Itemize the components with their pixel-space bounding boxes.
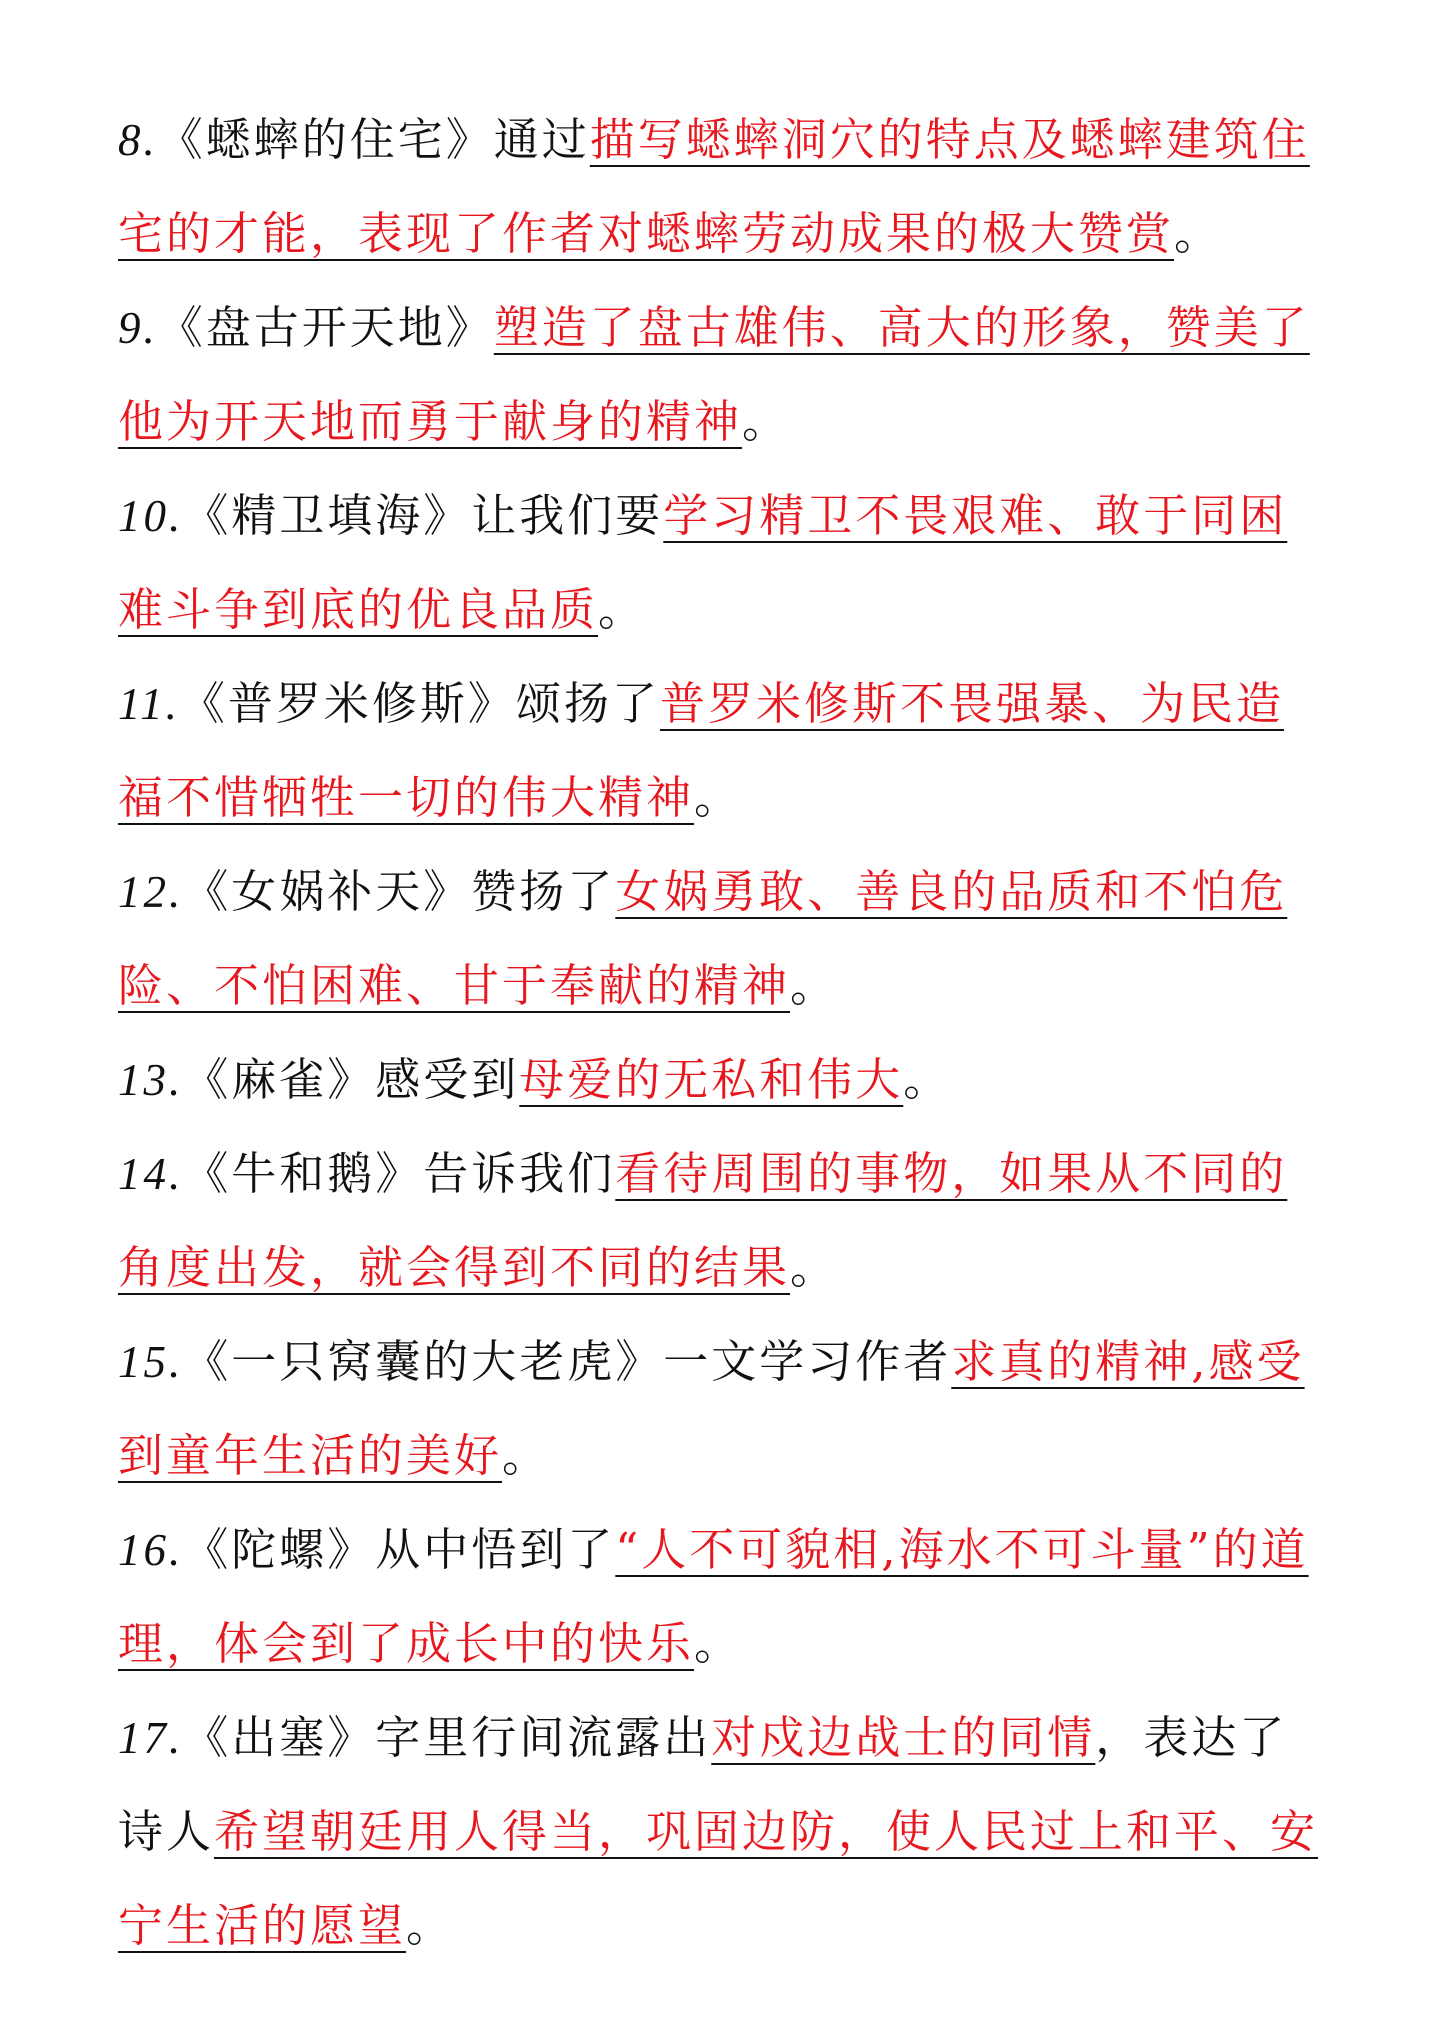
list-item-11: [118, 657, 1328, 845]
item-number: 16.: [118, 1525, 184, 1575]
lesson-title: 《牛和鹅》: [183, 1147, 424, 1200]
item-tail: 。: [406, 1899, 455, 1952]
item-number: 13.: [118, 1055, 184, 1105]
lesson-title: 《出塞》: [183, 1711, 376, 1764]
item-tail: 。: [742, 395, 791, 448]
answer-text: 描写蟋蟀洞穴的特点及蟋蟀建筑住宅的才能，表现了作者对蟋蟀劳动成果的极大赞赏: [118, 113, 1310, 260]
item-number: 8.: [118, 115, 158, 165]
item-lead: 颂扬了: [515, 677, 660, 730]
answer-text: “人不可貌相,海水不可斗量”的道理，体会到了成长中的快乐: [118, 1523, 1309, 1670]
item-number: 17.: [118, 1713, 184, 1763]
list-item-8: [118, 93, 1328, 281]
item-lead: 从中悟到了: [375, 1523, 616, 1576]
item-lead: 感受到: [375, 1053, 520, 1106]
item-lead: 一文学习作者: [663, 1335, 952, 1388]
list-item-12: [118, 845, 1328, 1033]
answer-text: 求真的精神,感受到童年生活的美好: [118, 1335, 1305, 1482]
lesson-title: 《精卫填海》: [183, 489, 472, 542]
answer-text: 看待周围的事物，如果从不同的角度出发，就会得到不同的结果: [118, 1147, 1288, 1294]
lesson-title: 《普罗米修斯》: [179, 677, 516, 730]
item-tail: 。: [903, 1053, 952, 1106]
item-lead: 告诉我们: [423, 1147, 616, 1200]
item-lead: 通过: [493, 113, 590, 166]
item-lead: 字里行间流露出: [375, 1711, 712, 1764]
item-tail: 。: [790, 1241, 839, 1294]
answer-text: 普罗米修斯不畏强暴、为民造福不惜牺牲一切的伟大精神: [118, 677, 1284, 824]
list-item-17: [118, 1691, 1328, 1973]
list-item-14: [118, 1127, 1328, 1315]
answer-text-1: 对戍边战士的同情: [711, 1711, 1096, 1764]
item-number: 14.: [118, 1149, 184, 1199]
answer-text: 学习精卫不畏艰难、敢于同困难斗争到底的优良品质: [118, 489, 1288, 636]
item-tail: 。: [694, 771, 743, 824]
list-item-9: [118, 281, 1328, 469]
list-item-15: [118, 1315, 1328, 1503]
item-tail: 。: [694, 1617, 743, 1670]
item-number: 9.: [118, 303, 158, 353]
list-item-16: [118, 1503, 1328, 1691]
item-number: 10.: [118, 491, 184, 541]
item-lead: 让我们要: [471, 489, 664, 542]
lesson-title: 《一只窝囊的大老虎》: [183, 1335, 664, 1388]
item-mid: ，表达了诗人: [118, 1711, 1288, 1858]
item-lead: 赞扬了: [471, 865, 616, 918]
list-item-10: [118, 469, 1328, 657]
item-tail: 。: [502, 1429, 551, 1482]
lesson-title: 《陀螺》: [183, 1523, 376, 1576]
lesson-title: 《女娲补天》: [183, 865, 472, 918]
item-tail: 。: [790, 959, 839, 1012]
answer-text: 女娲勇敢、善良的品质和不怕危险、不怕困难、甘于奉献的精神: [118, 865, 1288, 1012]
item-number: 12.: [118, 867, 184, 917]
list-item-13: [118, 1033, 1328, 1127]
lesson-title: 《蟋蟀的住宅》: [157, 113, 494, 166]
item-number: 11.: [118, 679, 180, 729]
answer-text-2: 希望朝廷用人得当，巩固边防，使人民过上和平、安宁生活的愿望: [118, 1805, 1319, 1952]
lesson-title: 《盘古开天地》: [157, 301, 494, 354]
item-tail: 。: [1174, 207, 1223, 260]
item-tail: 。: [598, 583, 647, 636]
answer-text: 塑造了盘古雄伟、高大的形象，赞美了他为开天地而勇于献身的精神: [118, 301, 1310, 448]
item-number: 15.: [118, 1337, 184, 1387]
lesson-title: 《麻雀》: [183, 1053, 376, 1106]
answer-text: 母爱的无私和伟大: [519, 1053, 904, 1106]
